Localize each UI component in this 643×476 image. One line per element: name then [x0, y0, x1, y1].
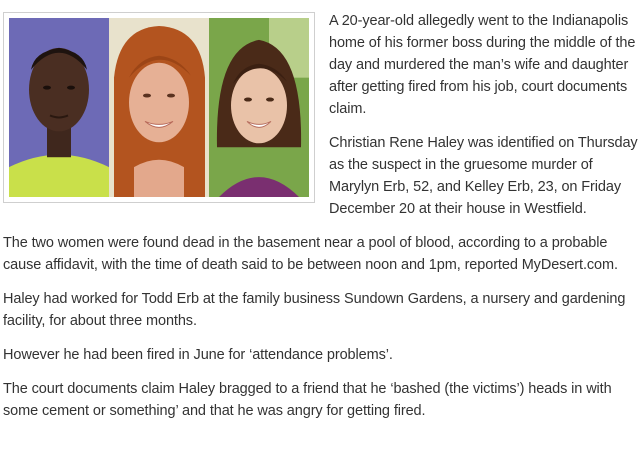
paragraph-fired: However he had been fired in June for ‘attendance problems’.: [3, 347, 393, 363]
suspect-mugshot: [9, 18, 109, 197]
paragraph-suspect-identified: Christian Rene Haley was identified on Thursday as the suspect in the gruesome murder of Marylyn Erb, 52, and Kelley Erb, 23, on Friday December 20 at their house in Westfield.: [329, 135, 638, 217]
paragraph-found-dead: The two women were found dead in the basement near a pool of blood, according to a probable cause affidavit, with the time of death said to be between noon and 1pm, reported MyDesert.com.: [3, 235, 618, 273]
victim-woman-photo: [109, 18, 209, 197]
victim-daughter-photo: [209, 18, 309, 197]
paragraph-employment: Haley had worked for Todd Erb at the family business Sundown Gardens, a nursery and gardening facility, for about three months.: [3, 291, 626, 329]
paragraph-intro: A 20-year-old allegedly went to the Indianapolis home of his former boss during the middle of the day and murdered the man’s wife and daughter after getting fired from his job, court documents claim.: [329, 13, 636, 117]
paragraph-court-documents: The court documents claim Haley bragged to a friend that he ‘bashed (the victims’) heads in with some cement or something’ and that he was angry for getting fired.: [3, 381, 612, 419]
photo-collage: [3, 12, 315, 203]
